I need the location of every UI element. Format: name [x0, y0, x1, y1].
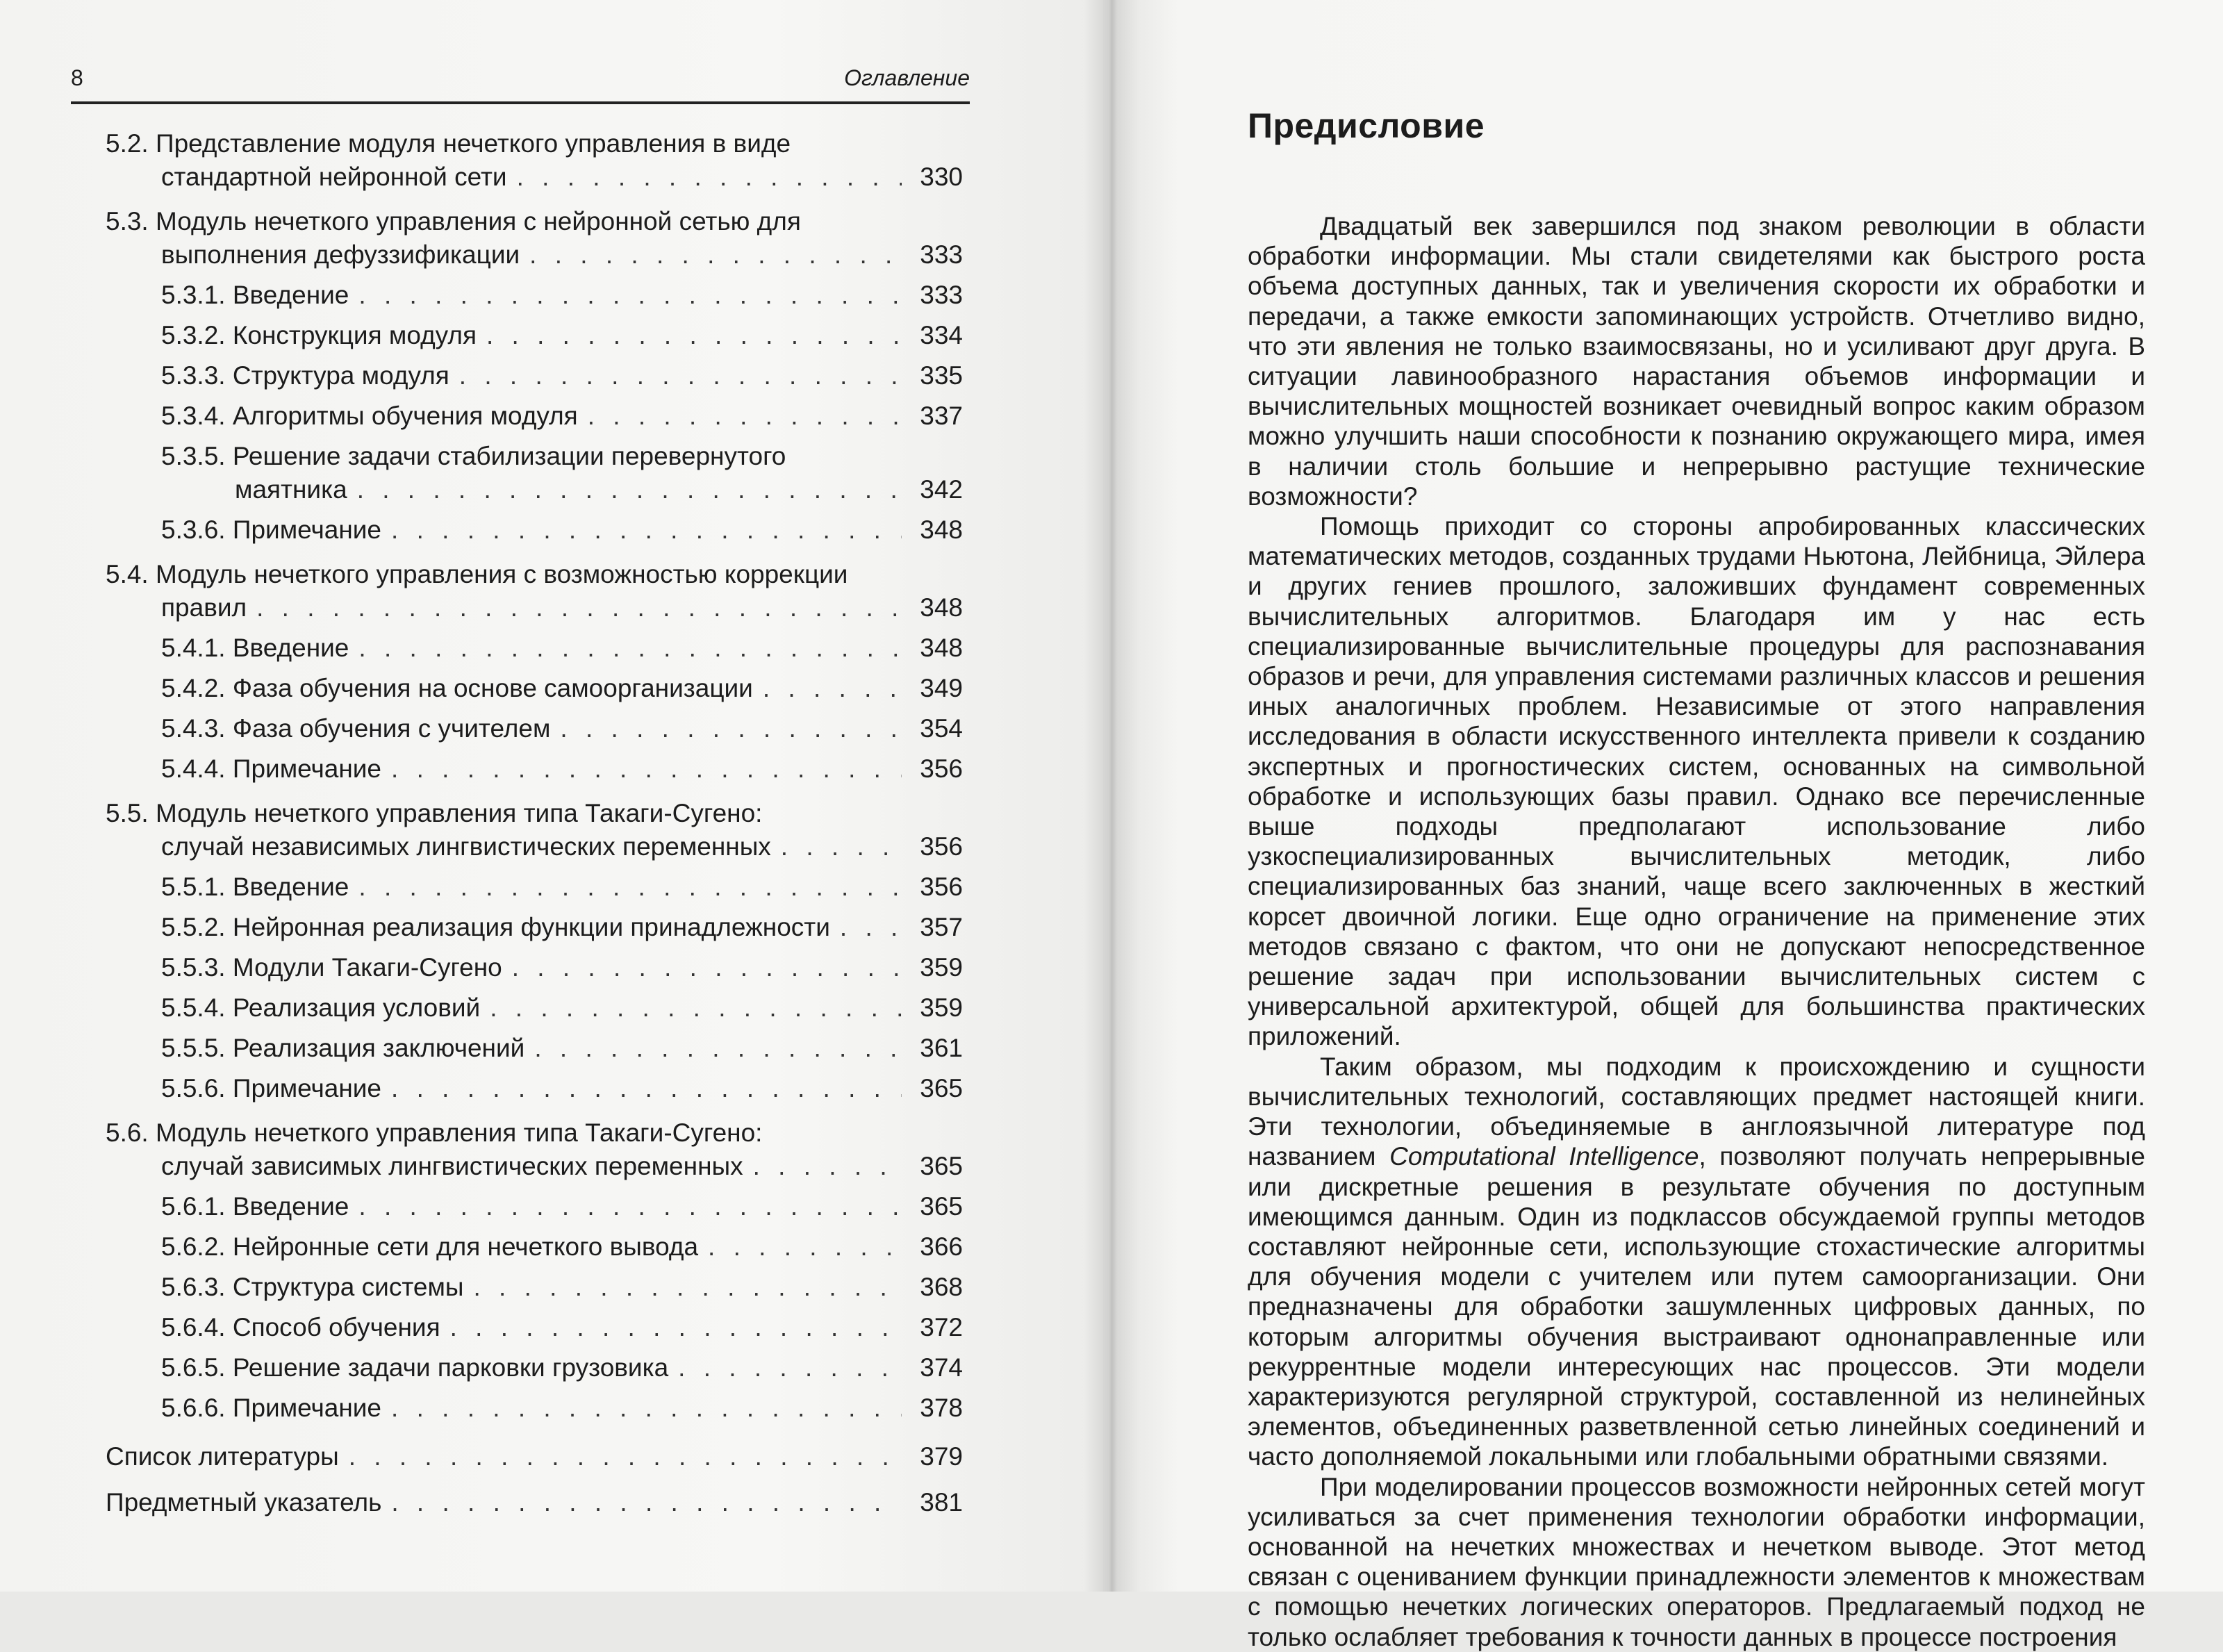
toc-entry-5-4-2 — [106, 672, 963, 705]
toc-entry-5-6 — [106, 1116, 963, 1183]
toc-leader-dots — [391, 1486, 902, 1519]
toc-entry-5-5-5 — [106, 1032, 963, 1065]
toc-page-number: 365 — [920, 1192, 963, 1221]
toc-page-number: 349 — [920, 674, 963, 702]
english-term: Computational Intelligence — [1389, 1142, 1699, 1171]
toc-entry-label: Список литературы — [106, 1442, 339, 1471]
toc-entry-label: 5.2. Представление модуля нечеткого управления в виде — [106, 129, 791, 158]
toc-entry-label: Предметный указатель — [106, 1488, 382, 1517]
toc-entry-5-6-4 — [106, 1311, 963, 1344]
toc-entry-label: 5.4.4. Примечание — [161, 754, 382, 783]
toc-entry-label: 5.5.2. Нейронная реализация функции принадлежности — [161, 913, 830, 941]
preface-title: Предисловие — [1248, 106, 1485, 145]
toc-entry-5-5 — [106, 797, 963, 864]
toc-entry-label: 5.4.1. Введение — [161, 634, 349, 662]
toc-entry-label: 5.5.1. Введение — [161, 873, 349, 901]
running-head: Оглавление — [844, 65, 970, 90]
toc-entry-label-cont: правил — [161, 593, 247, 622]
toc-page-number: 354 — [920, 714, 963, 743]
toc-page-number: 348 — [920, 634, 963, 662]
toc-entry-5-4 — [106, 558, 963, 625]
toc-entry-label: 5.4. Модуль нечеткого управления с возможностью коррекции — [106, 560, 848, 588]
toc-entry-label: 5.5. Модуль нечеткого управления типа Такаги-Сугено: — [106, 799, 763, 827]
toc-entry-5-4-4 — [106, 752, 963, 786]
toc-leader-dots — [588, 399, 902, 433]
toc-page-number: 333 — [920, 281, 963, 309]
toc-page-number: 359 — [920, 993, 963, 1022]
toc-page-number: 365 — [920, 1152, 963, 1180]
toc-leader-dots — [450, 1311, 902, 1344]
toc-page-number: 357 — [920, 913, 963, 941]
paragraph — [1248, 1052, 2145, 1472]
toc-entry-label: 5.3.6. Примечание — [161, 515, 382, 544]
toc-entry-5-5-3 — [106, 951, 963, 984]
toc-entry-5-4-1 — [106, 631, 963, 665]
toc-entry-label: 5.3.5. Решение задачи стабилизации перевернутого — [161, 442, 786, 470]
toc-entry-5-3 — [106, 205, 963, 272]
toc-page-number: 337 — [920, 402, 963, 430]
toc-page-number: 381 — [920, 1488, 963, 1517]
toc-page-number: 356 — [920, 832, 963, 861]
toc-entry-label-cont: маятника — [235, 475, 347, 504]
toc-entry-label: 5.5.6. Примечание — [161, 1074, 382, 1102]
toc-leader-dots — [459, 359, 902, 393]
toc-leader-dots — [781, 830, 902, 864]
paragraph: При моделировании процессов возможности нейронных сетей могут усиливаться за счет применения технологии обработки информации, основанной на нечетких множествах и нечетком выводе. Этот метод связан с оцениванием функции принадлежности элементов к множествам с помощью нечетких логических операторов. Предлагаемый подход не только ослабляет требования к точности данных в процессе построения — [1248, 1472, 2145, 1651]
toc-entry-label: 5.5.4. Реализация условий — [161, 993, 481, 1022]
toc-entry-label: 5.3.1. Введение — [161, 281, 349, 309]
toc-leader-dots — [358, 870, 902, 904]
toc-leader-dots — [391, 513, 902, 547]
toc-leader-dots — [490, 991, 902, 1025]
paragraph: Помощь приходит со стороны апробированных классических математических методов, созданных трудами Ньютона, Лейбница, Эйлера и других гениев прошлого, заложивших фундамент современных вычислительных алгоритмов. Благодаря им у нас есть специализированные вычислительные процедуры для распознавания образов и речи, для управления системами различных классов и решения иных аналогичных проблем. Независимые от этого направления исследования в области искусственного интеллекта привели к созданию экспертных и прогностических систем, основанных на символьной обработке и использующих базы правил. Однако все перечисленные выше подходы предполагают использование либо узкоспециализированных вычислительных методик, либо специализированных баз знаний, чаще всего заключенных в жесткий корсет двоичной логики. Еще одно ограничение на применение этих методов связано с фактом, что они не допускают непосредственное решение задач при использовании вычислительных систем с универсальной архитектурой, общей для большинства практических приложений. — [1248, 512, 2145, 1051]
toc-page-number: 359 — [920, 953, 963, 982]
toc-leader-dots — [358, 1190, 902, 1223]
toc-entry-5-3-4 — [106, 399, 963, 433]
toc-entry-label: 5.4.3. Фаза обучения с учителем — [161, 714, 551, 743]
left-page-header — [71, 65, 970, 97]
toc-entry-5-6-3 — [106, 1271, 963, 1304]
toc-entry-5-5-1 — [106, 870, 963, 904]
toc-entry-label: 5.3.2. Конструкция модуля — [161, 321, 477, 349]
toc-entry-label: 5.6.3. Структура системы — [161, 1273, 464, 1301]
toc-entry-label-cont: выполнения дефуззификации — [161, 240, 520, 269]
toc-page-number: 378 — [920, 1394, 963, 1422]
toc-entry-label: 5.3.4. Алгоритмы обучения модуля — [161, 402, 578, 430]
toc-page-number: 361 — [920, 1034, 963, 1062]
toc-leader-dots — [357, 473, 902, 506]
table-of-contents — [106, 127, 963, 1519]
toc-page-number: 356 — [920, 754, 963, 783]
toc-entry-label: 5.5.3. Модули Такаги-Сугено — [161, 953, 502, 982]
toc-entry-bibliography — [106, 1440, 963, 1473]
toc-entry-label-cont: стандартной нейронной сети — [161, 163, 507, 191]
toc-leader-dots — [753, 1150, 902, 1183]
header-rule — [71, 101, 970, 104]
toc-entry-label: 5.6.6. Примечание — [161, 1394, 382, 1422]
toc-leader-dots — [517, 160, 902, 194]
toc-leader-dots — [256, 591, 902, 625]
toc-leader-dots — [534, 1032, 902, 1065]
toc-entry-5-2 — [106, 127, 963, 194]
toc-page-number: 342 — [920, 475, 963, 504]
paragraph: Двадцатый век завершился под знаком революции в области обработки информации. Мы стали свидетелями как быстрого роста объема доступных данных, так и увеличения скорости их обработки и передачи, а также емкости запоминающих устройств. Отчетливо видно, что эти явления не только взаимосвязаны, но и усиливают друг друга. В ситуации лавинообразного нарастания объемов информации и вычислительных мощностей возникает очевидный вопрос каким образом можно улучшить наши способности к познанию окружающего мира, имея в наличии столь большие и непрерывно растущие технические возможности? — [1248, 212, 2145, 511]
book-gutter-shadow — [1084, 0, 1139, 1592]
paragraph-text: , позволяют получать непрерывные или дискретные решения в результате обучения по доступным имеющимся данным. Один из подклассов обсуждаемой группы методов составляют нейронные сети, использующие стохастические алгоритмы для обучения модели с учителем или путем самоорганизации. Они предназначены для обработки зашумленных цифровых данных, по которым алгоритмы обучения выстраивают однонаправленные или рекуррентные модели интересующих нас процессов. Эти модели характеризуются регулярной структурой, составленной из нелинейных элементов, объединенных разветвленной сетью линейных соединений и часто дополняемой локальными или глобальными обратными связями. — [1248, 1142, 2145, 1471]
toc-page-number: 366 — [920, 1232, 963, 1261]
toc-page-number: 379 — [920, 1442, 963, 1471]
toc-entry-label: 5.6.1. Введение — [161, 1192, 349, 1221]
toc-leader-dots — [512, 951, 902, 984]
toc-leader-dots — [486, 319, 902, 352]
toc-entry-label-cont: случай зависимых лингвистических переменных — [161, 1152, 743, 1180]
toc-entry-5-6-6 — [106, 1391, 963, 1425]
toc-page-number: 335 — [920, 361, 963, 390]
toc-entry-5-3-1 — [106, 279, 963, 312]
toc-entry-5-5-2 — [106, 911, 963, 944]
toc-entry-label: 5.6.2. Нейронные сети для нечеткого вывода — [161, 1232, 699, 1261]
toc-leader-dots — [678, 1351, 902, 1385]
toc-entry-label: 5.5.5. Реализация заключений — [161, 1034, 525, 1062]
toc-entry-5-3-2 — [106, 319, 963, 352]
preface-body — [1248, 211, 2145, 1652]
toc-leader-dots — [708, 1230, 902, 1264]
toc-page-number: 374 — [920, 1353, 963, 1382]
toc-entry-5-5-6 — [106, 1072, 963, 1105]
toc-leader-dots — [358, 279, 902, 312]
paragraph-text: Таким образом, мы подходим к происхождению и сущности вычислительных технологий, составляющих предмет настоящей книги. Эти технологии, объединяемые в англоязычной литературе под названием — [1248, 1052, 2145, 1171]
toc-entry-label: 5.6. Модуль нечеткого управления типа Такаги-Сугено: — [106, 1118, 763, 1147]
toc-entry-label: 5.6.4. Способ обучения — [161, 1313, 440, 1341]
toc-page-number: 330 — [920, 163, 963, 191]
toc-entry-index — [106, 1486, 963, 1519]
toc-leader-dots — [529, 238, 902, 272]
toc-page-number: 334 — [920, 321, 963, 349]
toc-entry-5-6-1 — [106, 1190, 963, 1223]
toc-page-number: 356 — [920, 873, 963, 901]
toc-leader-dots — [560, 712, 902, 745]
toc-leader-dots — [391, 1072, 902, 1105]
toc-entry-5-3-6 — [106, 513, 963, 547]
toc-leader-dots — [473, 1271, 902, 1304]
toc-page-number: 368 — [920, 1273, 963, 1301]
toc-entry-5-6-5 — [106, 1351, 963, 1385]
toc-page-number: 372 — [920, 1313, 963, 1341]
toc-page-number: 365 — [920, 1074, 963, 1102]
toc-page-number: 348 — [920, 593, 963, 622]
toc-leader-dots — [391, 1391, 902, 1425]
toc-leader-dots — [763, 672, 902, 705]
toc-page-number: 333 — [920, 240, 963, 269]
toc-page-number: 348 — [920, 515, 963, 544]
toc-entry-label: 5.6.5. Решение задачи парковки грузовика — [161, 1353, 669, 1382]
toc-entry-5-5-4 — [106, 991, 963, 1025]
toc-leader-dots — [391, 752, 902, 786]
toc-entry-5-3-3 — [106, 359, 963, 393]
page-number: 8 — [71, 65, 83, 90]
toc-entry-label: 5.3.3. Структура модуля — [161, 361, 449, 390]
toc-entry-label-cont: случай независимых лингвистических переменных — [161, 832, 771, 861]
toc-leader-dots — [349, 1440, 902, 1473]
left-page — [0, 0, 1103, 1592]
toc-entry-5-4-3 — [106, 712, 963, 745]
toc-entry-5-3-5 — [106, 440, 963, 506]
toc-leader-dots — [358, 631, 902, 665]
toc-entry-5-6-2 — [106, 1230, 963, 1264]
toc-entry-label: 5.3. Модуль нечеткого управления с нейронной сетью для — [106, 207, 801, 236]
toc-leader-dots — [840, 911, 902, 944]
toc-entry-label: 5.4.2. Фаза обучения на основе самоорганизации — [161, 674, 753, 702]
